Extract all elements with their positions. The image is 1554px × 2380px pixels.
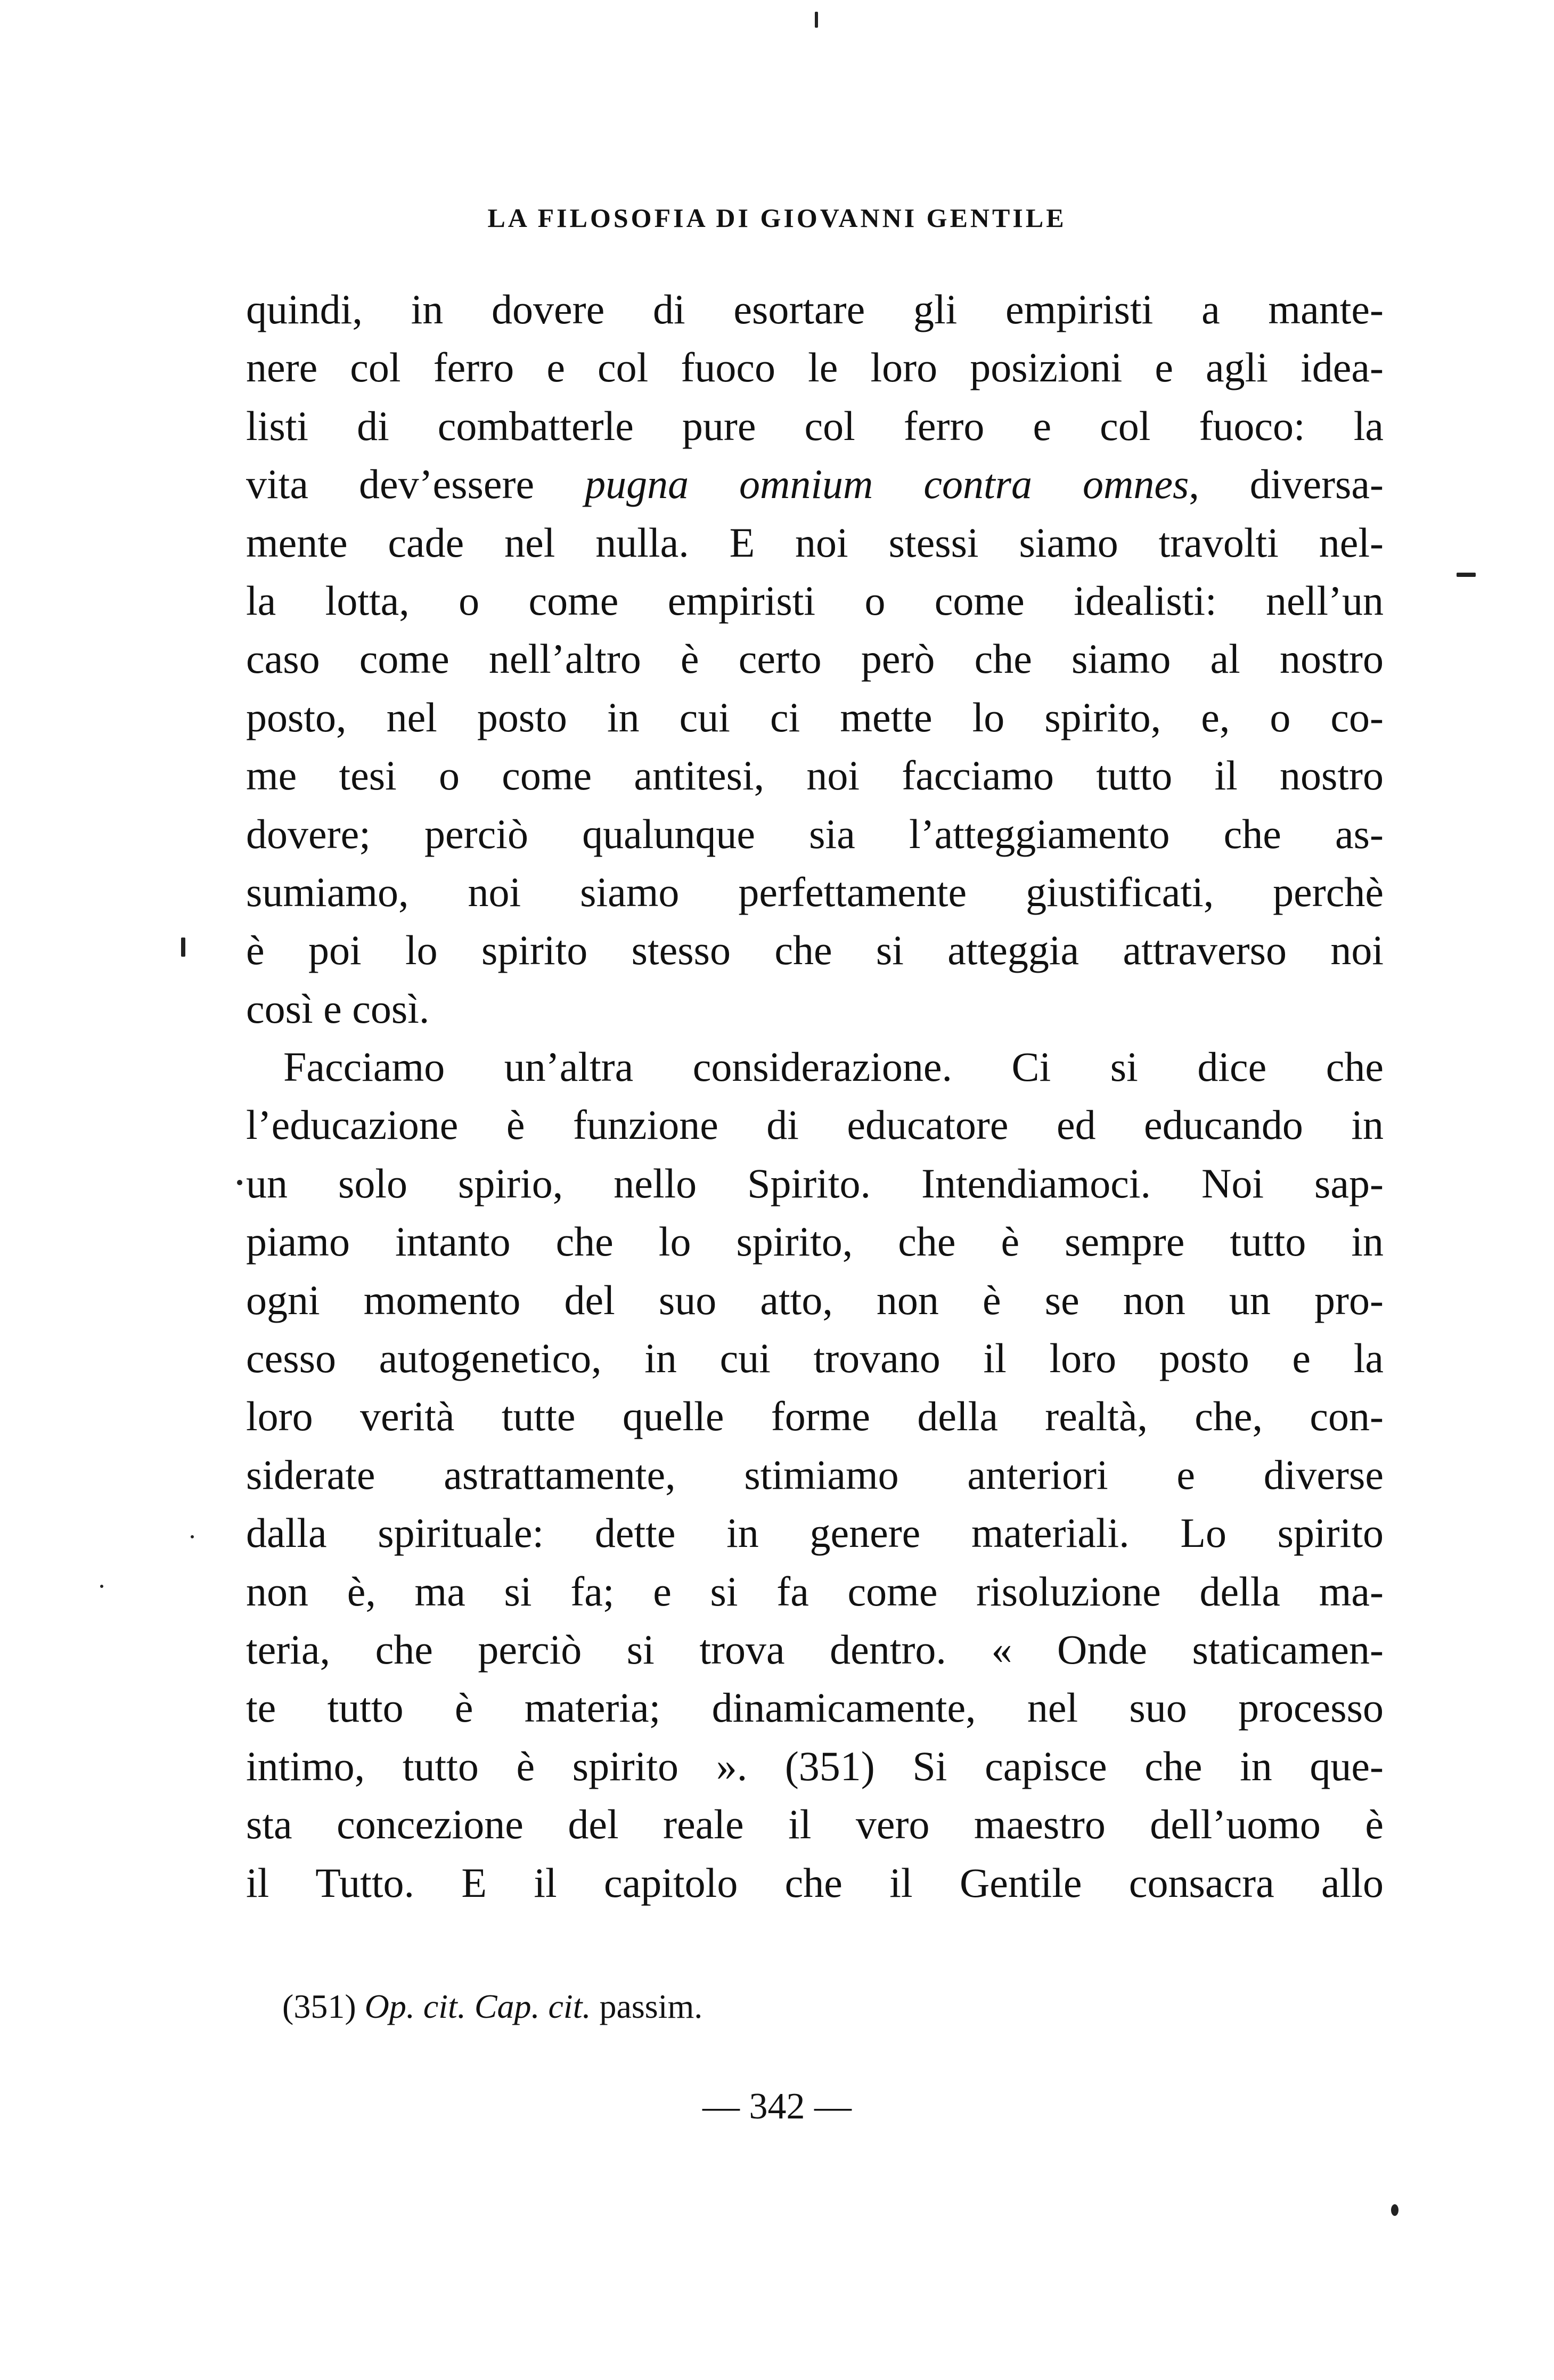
page-number: — 342 — (702, 2086, 852, 2127)
text-line: siderate astrattamente, stimiamo anteriori e diverse (246, 1451, 1384, 1498)
text-line: un solo spirio, nello Spirito. Intendiamoci. Noi sap- (246, 1160, 1384, 1207)
text-line: Facciamo un’altra considerazione. Ci si dice che (283, 1044, 1384, 1090)
scan-speck (100, 1585, 103, 1588)
text-line: il Tutto. E il capitolo che il Gentile consacra allo (246, 1859, 1384, 1906)
footnote-cit: cit. (423, 1987, 466, 2025)
text-line: non è, ma si fa; e si fa come risoluzione della ma- (246, 1568, 1384, 1615)
text-line: piamo intanto che lo spirito, che è sempre tutto in (246, 1218, 1384, 1265)
footnote (282, 1987, 702, 2026)
scan-speck (1391, 2204, 1398, 2216)
text-line: caso come nell’altro è certo però che siamo al nostro (246, 635, 1384, 682)
text-line: nere col ferro e col fuoco le loro posizioni e agli idea- (246, 344, 1384, 391)
text-line: ogni momento del suo atto, non è se non un pro- (246, 1276, 1384, 1323)
footnote-cit: cit. (548, 1987, 591, 2025)
text-line: posto, nel posto in cui ci mette lo spirito, e, o co- (246, 694, 1384, 740)
latin-phrase: pugna omnium contra omnes (585, 461, 1189, 508)
text-line: mente cade nel nulla. E noi stessi siamo travolti nel- (246, 519, 1384, 566)
text-line: quindi, in dovere di esortare gli empiristi a mante- (246, 286, 1384, 332)
scan-speck (181, 938, 185, 957)
text-line: sta concezione del reale il vero maestro dell’uomo è (246, 1801, 1384, 1848)
text-line: dalla spirituale: dette in genere materiali. Lo spirito (246, 1510, 1384, 1556)
text-line: dovere; perciò qualunque sia l’atteggiamento che as- (246, 810, 1384, 857)
body-text (246, 280, 1384, 1912)
text-line: l’educazione è funzione di educatore ed educando in (246, 1102, 1384, 1148)
text-line: teria, che perciò si trova dentro. « Onde staticamen- (246, 1626, 1384, 1673)
text-line: loro verità tutte quelle forme della realtà, che, con- (246, 1393, 1384, 1440)
text-line: vita dev’essere pugna omnium contra omnes, diversa- (246, 461, 1384, 508)
text-line: intimo, tutto è spirito ». (351) Si capisce che in que- (246, 1742, 1384, 1789)
footnote-cap: Cap. (474, 1987, 540, 2025)
scan-speck (815, 12, 818, 28)
text-line: la lotta, o come empiristi o come idealisti: nell’un (246, 577, 1384, 624)
text-line: te tutto è materia; dinamicamente, nel suo processo (246, 1684, 1384, 1731)
text-line: è poi lo spirito stesso che si atteggia attraverso noi (246, 927, 1384, 974)
running-head: LA FILOSOFIA DI GIOVANNI GENTILE (487, 203, 1067, 233)
footnote-passim: passim. (599, 1987, 703, 2025)
scan-speck (191, 1535, 194, 1538)
footnote-number: (351) (282, 1987, 356, 2025)
text-line: listi di combatterle pure col ferro e col fuoco: la (246, 402, 1384, 449)
text-line: me tesi o come antitesi, noi facciamo tutto il nostro (246, 752, 1384, 799)
text-line: così e così. (246, 985, 430, 1032)
scan-speck (1457, 573, 1476, 577)
scan-speck (237, 1180, 242, 1185)
footnote-op: Op. (364, 1987, 415, 2025)
text-line: sumiamo, noi siamo perfettamente giustificati, perchè (246, 868, 1384, 915)
text-line: cesso autogenetico, in cui trovano il loro posto e la (246, 1335, 1384, 1382)
